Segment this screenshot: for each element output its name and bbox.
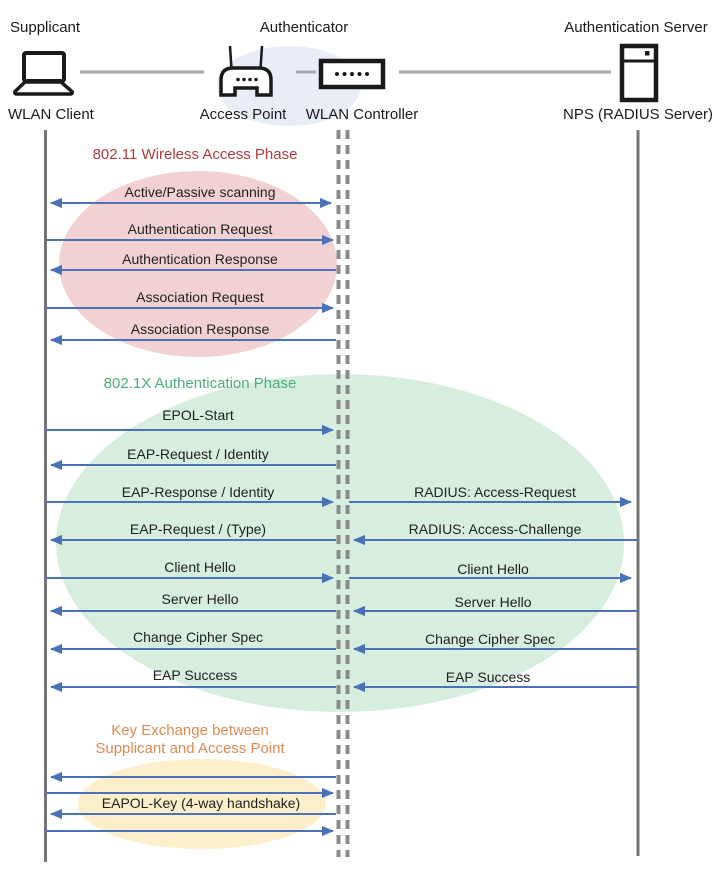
message-label: Change Cipher Spec	[133, 629, 263, 645]
message-label: Client Hello	[164, 559, 236, 575]
message-label: EAP Success	[445, 669, 531, 685]
message-label: Active/Passive scanning	[124, 184, 276, 200]
message-label: EPOL-Start	[162, 407, 234, 423]
wireless-access-phase-title: 802.11 Wireless Access Phase	[92, 146, 298, 163]
message-label: Authentication Response	[122, 251, 278, 267]
device-label-access-point: Access Point	[199, 106, 287, 123]
device-label-wlan-client: WLAN Client	[8, 106, 94, 123]
key-exchange-phase-title-line2: Supplicant and Access Point	[95, 740, 285, 757]
message-label: Association Request	[136, 289, 264, 305]
role-label-supplicant: Supplicant	[10, 19, 81, 36]
message-label: EAPOL-Key (4-way handshake)	[101, 795, 301, 811]
message-label: Server Hello	[454, 594, 532, 610]
role-label-authentication-server: Authentication Server	[564, 19, 708, 36]
message-label: Server Hello	[161, 591, 239, 607]
device-label-wlan-controller: WLAN Controller	[305, 106, 419, 123]
key-exchange-phase-title-line1: Key Exchange between	[111, 722, 269, 739]
message-label: Authentication Request	[127, 221, 273, 237]
message-label: Change Cipher Spec	[425, 631, 555, 647]
role-label-authenticator: Authenticator	[259, 19, 349, 36]
message-label: EAP-Request / Identity	[127, 446, 269, 462]
message-label: Client Hello	[457, 561, 529, 577]
server-icon	[622, 46, 656, 100]
message-label: EAP-Request / (Type)	[129, 521, 267, 537]
authentication-phase-title: 802.1X Authentication Phase	[103, 375, 297, 392]
laptop-icon	[15, 53, 73, 94]
message-label: RADIUS: Access-Request	[414, 484, 576, 500]
message-label: RADIUS: Access-Challenge	[408, 521, 582, 537]
message-label: EAP Success	[152, 667, 238, 683]
message-label: Association Response	[130, 321, 270, 337]
wlan-controller-icon	[321, 61, 383, 87]
message-label: EAP-Response / Identity	[121, 484, 275, 500]
device-label-nps-server: NPS (RADIUS Server)	[562, 106, 713, 123]
